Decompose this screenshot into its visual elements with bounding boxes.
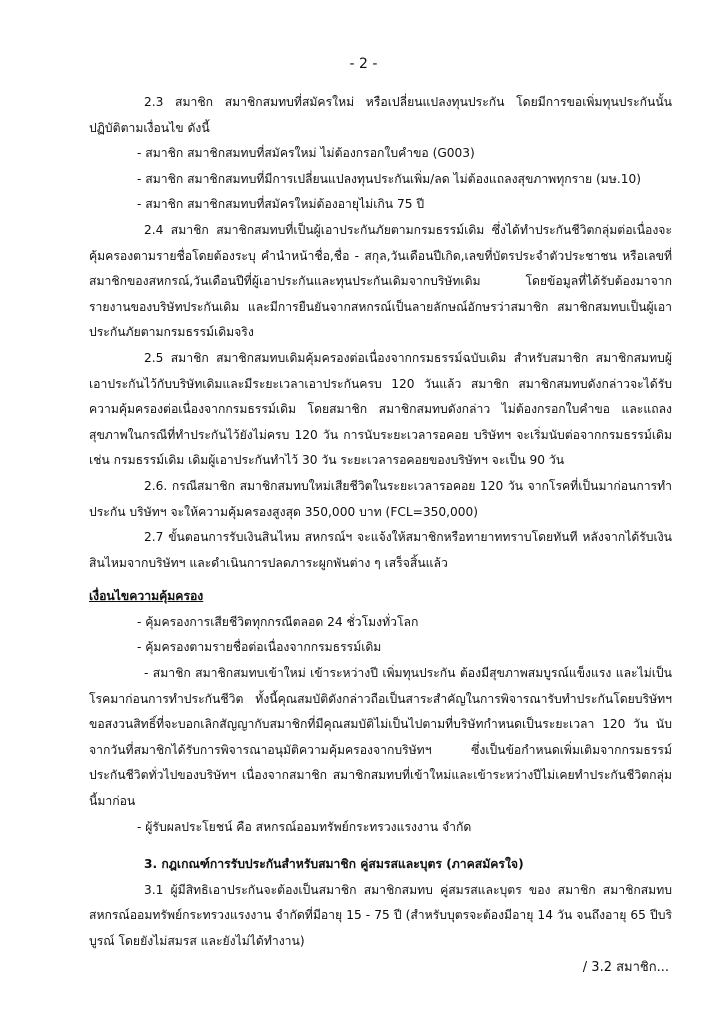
list-item: - คุ้มครองตามรายชื่อต่อเนื่องจากกรมธรรม์เดิม bbox=[137, 640, 382, 655]
list-item: - สมาชิก สมาชิกสมทบที่สมัครใหม่ ไม่ต้องกรอกใบคำขอ (G003) bbox=[137, 146, 475, 161]
coverage-heading: เงื่อนไขความคุ้มครอง bbox=[89, 589, 204, 604]
section-3-heading: 3. กฎเกณฑ์การรับประกันสำหรับสมาชิก คู่สมรสและบุตร (ภาคสมัครใจ) bbox=[144, 857, 524, 872]
paragraph-3-1: 3.1 ผู้มีสิทธิเอาประกันจะต้องเป็นสมาชิก สมาชิกสมทบ คู่สมรสและบุตร ของ สมาชิก สมาชิกสมทบสหกรณ์ออมทรัพย์กระทรวงแรงงาน จำกัดที่มีอายุ 15 - 75 ปี (สำหรับบุตรจะต้องมีอายุ 14 วัน จนถึงอายุ 65 ปีบริบูรณ์ โดยยังไม่สมรส และยังไม่ได้ทำงาน) bbox=[89, 882, 672, 948]
document-body bbox=[89, 90, 672, 955]
page-number: - 2 - bbox=[349, 56, 378, 72]
paragraph-2-5: 2.5 สมาชิก สมาชิกสมทบเดิมคุ้มครองต่อเนื่องจากกรมธรรม์ฉบับเดิม สำหรับสมาชิก สมาชิกสมทบผู้เอาประกันไว้กับบริษัทเดิมและมีระยะเวลาเอาประกันครบ 120 วันแล้ว สมาชิก สมาชิกสมทบดังกล่าวจะได้รับความคุ้มครองต่อเนื่องจากกรมธรรม์เดิม โดยสมาชิก สมาชิกสมทบดังกล่าว ไม่ต้องกรอกใบคำขอ และแถลงสุขภาพในกรณีที่ทำประกันไว้ยังไม่ครบ 120 วัน การนับระยะเวลารอคอย บริษัทฯ จะเริ่มนับต่อจากกรมธรรม์เดิม เช่น กรมธรรม์เดิม เดิมผู้เอาประกันทำไว้ 30 วัน ระยะเวลารอคอยของบริษัทฯ จะเป็น 90 วัน bbox=[89, 350, 672, 468]
list-item: - สมาชิก สมาชิกสมทบที่สมัครใหม่ต้องอายุไม่เกิน 75 ปี bbox=[137, 197, 425, 212]
list-item: - สมาชิก สมาชิกสมทบเข้าใหม่ เข้าระหว่างปี เพิ่มทุนประกัน ต้องมีสุขภาพสมบูรณ์แข็งแรง และไม่เป็นโรคมาก่อนการทำประกันชีวิต ทั้งนี้คุณสมบัติดังกล่าวถือเป็นสาระสำคัญในการพิจารณารับทำประกันโดยบริษัทฯ ขอสงวนสิทธิ์ที่จะบอกเลิกสัญญากับสมาชิกที่มีคุณสมบัติไม่เป็นไปตามที่บริษัทกำหนดเป็นระยะเวลา 120 วัน นับจากวันที่สมาชิกได้รับการพิจารณาอนุมัติความคุ้มครองจากบริษัทฯ ซึ่งเป็นข้อกำหนดเพิ่มเติมจากกรมธรรม์ประกันชีวิตทั่วไปของบริษัทฯ เนื่องจากสมาชิก สมาชิกสมทบที่เข้าใหม่และเข้าระหว่างปีไม่เคยทำประกันชีวิตกลุ่มนี้มาก่อน bbox=[89, 666, 672, 809]
paragraph-2-7: 2.7 ขั้นตอนการรับเงินสินไหม สหกรณ์ฯ จะแจ้งให้สมาชิกหรือทายาททราบโดยทันที หลังจากได้รับเงินสินไหมจากบริษัทฯ และดำเนินการปลดภาระผูกพันต่าง ๆ เสร็จสิ้นแล้ว bbox=[89, 530, 672, 570]
paragraph-2-4: 2.4 สมาชิก สมาชิกสมทบที่เป็นผู้เอาประกันภัยตามกรมธรรม์เดิม ซึ่งได้ทำประกันชีวิตกลุ่มต่อเนื่องจะคุ้มครองตามรายชื่อโดยต้องระบุ คำนำหน้าชื่อ,ชื่อ - สกุล,วันเดือนปีเกิด,เลขที่บัตรประจำตัวประชาชน หรือเลขที่สมาชิกของสหกรณ์,วันเดือนปีที่ผู้เอาประกันและทุนประกันเดิมจากบริษัทเดิม โดยข้อมูลที่ได้รับต้องมาจากรายงานของบริษัทประกันเดิม และมีการยืนยันจากสหกรณ์เป็นลายลักษณ์อักษรว่าสมาชิก สมาชิกสมทบเป็นผู้เอาประกันภัยตามกรมธรรม์เดิมจริง bbox=[89, 222, 672, 340]
paragraph-2-6: 2.6. กรณีสมาชิก สมาชิกสมทบใหม่เสียชีวิตในระยะเวลารอคอย 120 วัน จากโรคที่เป็นมาก่อนการทำประกัน บริษัทฯ จะให้ความคุ้มครองสูงสุด 350,000 บาท (FCL=350,000) bbox=[89, 478, 672, 519]
paragraph-2-3: 2.3 สมาชิก สมาชิกสมทบที่สมัครใหม่ หรือเปลี่ยนแปลงทุนประกัน โดยมีการขอเพิ่มทุนประกันนั้นปฏิบัติตามเงื่อนไข ดังนี้ bbox=[89, 95, 672, 135]
list-item: - สมาชิก สมาชิกสมทบที่มีการเปลี่ยนแปลงทุนประกันเพิ่ม/ลด ไม่ต้องแถลงสุขภาพทุกราย (มษ.10) bbox=[137, 171, 641, 186]
list-item: - ผู้รับผลประโยชน์ คือ สหกรณ์ออมทรัพย์กระทรวงแรงงาน จำกัด bbox=[137, 819, 472, 834]
continuation-note: / 3.2 สมาชิก... bbox=[582, 960, 669, 975]
list-item: - คุ้มครองการเสียชีวิตทุกกรณีตลอด 24 ชั่วโมงทั่วโลก bbox=[137, 614, 419, 629]
